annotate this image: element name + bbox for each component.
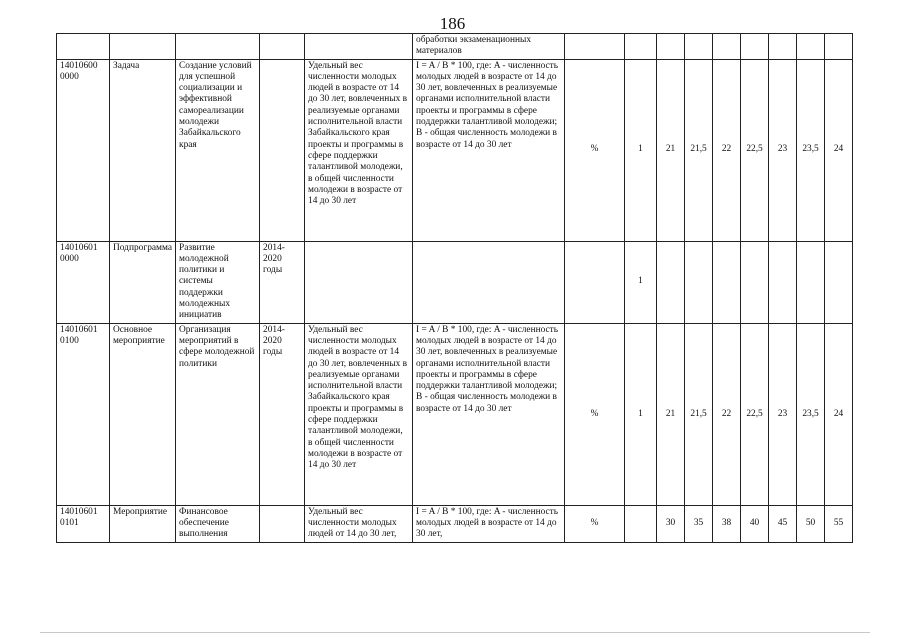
cell-unit: % bbox=[565, 59, 625, 241]
cell-formula: I = A / B * 100, где: A - численность молодых людей в возрасте от 14 до 30 лет, bbox=[413, 505, 565, 542]
cell-value: 55 bbox=[825, 505, 853, 542]
cell-value bbox=[713, 241, 741, 323]
cell-value: 21 bbox=[657, 59, 685, 241]
cell-value bbox=[825, 241, 853, 323]
cell-name bbox=[176, 34, 260, 60]
cell-unit bbox=[565, 34, 625, 60]
table-row bbox=[57, 241, 853, 323]
cell-value: 22 bbox=[713, 59, 741, 241]
cell-formula: I = A / B * 100, где: A - численность молодых людей в возрасте от 14 до 30 лет, вовлеченных в реализуемые органами исполнительной власти проекты и программы в сфере поддержки талантливой молодежи; B - общая численность молодежи в возрасте от 14 до 30 лет bbox=[413, 323, 565, 505]
cell-period: 2014-2020 годы bbox=[260, 323, 305, 505]
cell-value: 22 bbox=[713, 323, 741, 505]
indicator-table bbox=[56, 33, 853, 543]
cell-value: 23,5 bbox=[797, 323, 825, 505]
cell-value: 22,5 bbox=[741, 59, 769, 241]
cell-value bbox=[713, 34, 741, 60]
table-row bbox=[57, 505, 853, 542]
cell-indicator bbox=[305, 241, 413, 323]
page-number: 186 bbox=[439, 14, 466, 33]
cell-weight bbox=[625, 505, 657, 542]
cell-value: 21,5 bbox=[685, 323, 713, 505]
cell-unit bbox=[565, 241, 625, 323]
cell-type: Задача bbox=[110, 59, 176, 241]
cell-weight: 1 bbox=[625, 323, 657, 505]
cell-value: 45 bbox=[769, 505, 797, 542]
table-row bbox=[57, 323, 853, 505]
cell-period bbox=[260, 34, 305, 60]
cell-value: 22,5 bbox=[741, 323, 769, 505]
cell-period bbox=[260, 59, 305, 241]
cell-value bbox=[769, 241, 797, 323]
table-row bbox=[57, 59, 853, 241]
cell-value bbox=[685, 241, 713, 323]
cell-value: 38 bbox=[713, 505, 741, 542]
cell-indicator: Удельный вес численности молодых людей в возрасте от 14 до 30 лет, вовлеченных в реализуемые органами исполнительной власти Забайкальского края проекты и программы в сфере поддержки талантливой молодежи, в общей численности молодежи в возрасте от 14 до 30 лет bbox=[305, 59, 413, 241]
cell-value: 50 bbox=[797, 505, 825, 542]
cell-formula: обработки экзаменационных материалов bbox=[413, 34, 565, 60]
cell-value bbox=[825, 34, 853, 60]
cell-value: 23 bbox=[769, 59, 797, 241]
cell-value: 24 bbox=[825, 59, 853, 241]
cell-name: Финансовое обеспечение выполнения bbox=[176, 505, 260, 542]
cell-value bbox=[797, 34, 825, 60]
cell-weight: 1 bbox=[625, 59, 657, 241]
cell-type: Подпрограмма bbox=[110, 241, 176, 323]
cell-code: 14010601 0000 bbox=[57, 241, 110, 323]
cell-value: 35 bbox=[685, 505, 713, 542]
cell-period bbox=[260, 505, 305, 542]
cell-value: 23 bbox=[769, 323, 797, 505]
cell-code: 14010601 0101 bbox=[57, 505, 110, 542]
cell-weight: 1 bbox=[625, 241, 657, 323]
cell-type: Мероприятие bbox=[110, 505, 176, 542]
table-row-continuation bbox=[57, 34, 853, 60]
cell-unit: % bbox=[565, 505, 625, 542]
cell-value bbox=[657, 34, 685, 60]
cell-value bbox=[741, 241, 769, 323]
cell-name: Организация мероприятий в сфере молодежной политики bbox=[176, 323, 260, 505]
cell-type: Основное мероприятие bbox=[110, 323, 176, 505]
cell-code bbox=[57, 34, 110, 60]
cell-period: 2014-2020 годы bbox=[260, 241, 305, 323]
cell-unit: % bbox=[565, 323, 625, 505]
cell-formula: I = A / B * 100, где: A - численность молодых людей в возрасте от 14 до 30 лет, вовлеченных в реализуемые органами исполнительной власти проекты и программы в сфере поддержки талантливой молодежи; B - общая численность молодежи в возрасте от 14 до 30 лет bbox=[413, 59, 565, 241]
cell-value: 40 bbox=[741, 505, 769, 542]
cell-code: 14010600 0000 bbox=[57, 59, 110, 241]
cell-value bbox=[769, 34, 797, 60]
cell-weight bbox=[625, 34, 657, 60]
cell-indicator: Удельный вес численности молодых людей в возрасте от 14 до 30 лет, вовлеченных в реализуемые органами исполнительной власти Забайкальского края проекты и программы в сфере поддержки талантливой молодежи, в общей численности молодежи в возрасте от 14 до 30 лет bbox=[305, 323, 413, 505]
cell-value: 21 bbox=[657, 323, 685, 505]
cell-value bbox=[657, 241, 685, 323]
cell-value bbox=[685, 34, 713, 60]
cell-indicator bbox=[305, 34, 413, 60]
cell-indicator: Удельный вес численности молодых людей от 14 до 30 лет, bbox=[305, 505, 413, 542]
cell-code: 14010601 0100 bbox=[57, 323, 110, 505]
cell-value: 23,5 bbox=[797, 59, 825, 241]
cell-type bbox=[110, 34, 176, 60]
cell-formula bbox=[413, 241, 565, 323]
cell-value: 24 bbox=[825, 323, 853, 505]
cell-value: 30 bbox=[657, 505, 685, 542]
cell-name: Создание условий для успешной социализации и эффективной самореализации молодежи Забайкальского края bbox=[176, 59, 260, 241]
cell-value bbox=[797, 241, 825, 323]
cell-value: 21,5 bbox=[685, 59, 713, 241]
cell-name: Развитие молодежной политики и системы поддержки молодежных инициатив bbox=[176, 241, 260, 323]
cell-value bbox=[741, 34, 769, 60]
page-bottom-rule bbox=[40, 632, 870, 633]
